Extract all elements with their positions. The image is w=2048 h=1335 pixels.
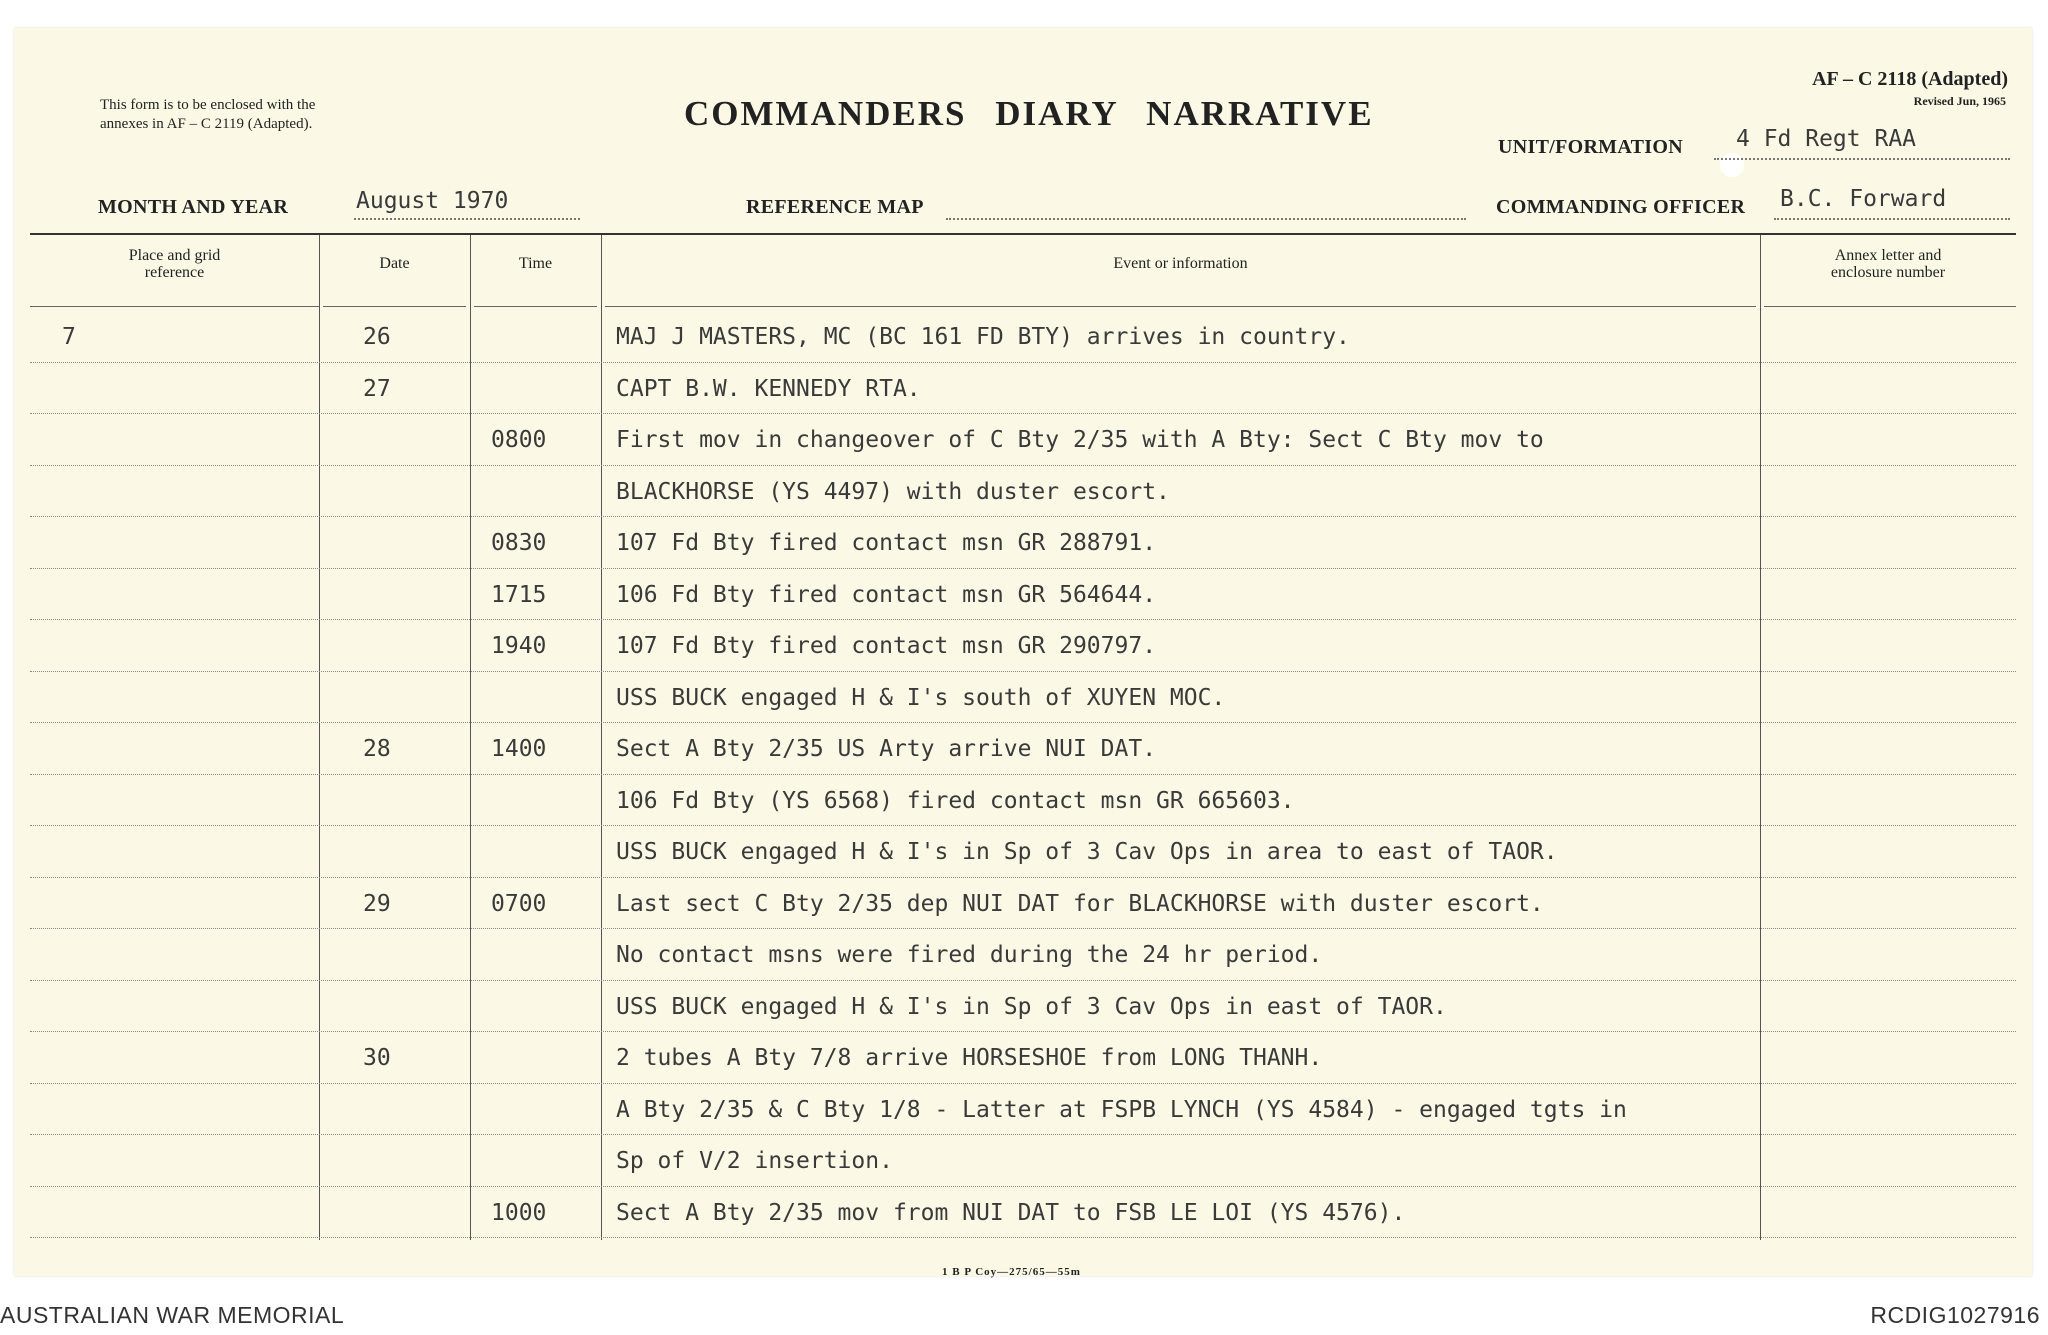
cell-event: USS BUCK engaged H & I's in Sp of 3 Cav Ops in area to east of TAOR. — [616, 839, 1558, 865]
cell-event: No contact msns were fired during the 24 hr period. — [616, 942, 1323, 968]
cell-event: USS BUCK engaged H & I's south of XUYEN MOC. — [616, 684, 1226, 711]
commanding-officer-label: COMMANDING OFFICER — [1496, 196, 1746, 218]
table-row-rule — [30, 1031, 2016, 1032]
header-place: Place and grid reference — [128, 247, 221, 281]
cell-date: 30 — [363, 1045, 391, 1071]
month-year-dotline — [354, 218, 580, 220]
column-divider — [470, 235, 471, 1240]
form-revised-date: Revised Jun, 1965 — [1913, 94, 2006, 108]
cell-event: USS BUCK engaged H & I's in Sp of 3 Cav Ops in east of TAOR. — [616, 993, 1447, 1020]
unit-value: 4 Fd Regt RAA — [1736, 126, 1917, 152]
cell-event: 107 Fd Bty fired contact msn GR 290797. — [616, 633, 1157, 659]
cell-date: 26 — [363, 324, 391, 350]
cell-event: 2 tubes A Bty 7/8 arrive HORSESHOE from LONG THANH. — [616, 1045, 1323, 1071]
cell-event: Sect A Bty 2/35 US Arty arrive NUI DAT. — [616, 736, 1157, 762]
reference-map-dotline — [946, 218, 1466, 220]
header-underline — [30, 306, 319, 307]
enclosure-note-line2: annexes in AF – C 2119 (Adapted). — [100, 116, 313, 132]
cell-event: CAPT B.W. KENNEDY RTA. — [616, 375, 921, 402]
cell-date: 27 — [363, 375, 391, 402]
cell-event: Last sect C Bty 2/35 dep NUI DAT for BLACKHORSE with duster escort. — [616, 890, 1544, 917]
table-row-rule — [30, 928, 2016, 929]
reference-map-label: REFERENCE MAP — [746, 196, 924, 218]
cell-event: Sp of V/2 insertion. — [616, 1148, 893, 1174]
header-date: Date — [379, 255, 410, 272]
table-row-rule — [30, 1134, 2016, 1135]
cell-time: 0800 — [491, 427, 547, 453]
diary-table — [30, 233, 2016, 1240]
cell-event: BLACKHORSE (YS 4497) with duster escort. — [616, 478, 1170, 505]
table-row-rule — [30, 825, 2016, 826]
cell-time: 1940 — [491, 633, 547, 659]
cell-event: First mov in changeover of C Bty 2/35 with A Bty: Sect C Bty mov to — [616, 427, 1544, 453]
month-year-value: August 1970 — [356, 188, 509, 214]
cell-place: 7 — [62, 324, 76, 350]
unit-dotline — [1714, 158, 2010, 160]
header-annex: Annex letter and enclosure number — [1830, 247, 1946, 281]
header-event: Event or information — [1113, 255, 1248, 272]
cell-time: 1000 — [491, 1199, 547, 1226]
table-row-rule — [30, 980, 2016, 981]
header-underline — [474, 306, 597, 307]
column-divider — [1760, 235, 1761, 1240]
cell-date: 29 — [363, 890, 391, 917]
header-underline — [323, 306, 466, 307]
table-row-rule — [30, 722, 2016, 723]
column-divider — [601, 235, 602, 1240]
cell-event: 106 Fd Bty (YS 6568) fired contact msn GR 665603. — [616, 787, 1295, 814]
enclosure-note-line1: This form is to be enclosed with the — [100, 97, 316, 113]
archive-institution: AUSTRALIAN WAR MEMORIAL — [0, 1302, 345, 1328]
table-row-rule — [30, 671, 2016, 672]
unit-label: UNIT/FORMATION — [1498, 136, 1683, 158]
diary-form-page — [14, 28, 2032, 1276]
printer-imprint: 1 B P Coy—275/65—55m — [942, 1266, 1081, 1278]
cell-time: 1715 — [491, 581, 547, 608]
commanding-officer-value: B.C. Forward — [1780, 186, 1947, 212]
table-row-rule — [30, 465, 2016, 466]
header-underline — [1764, 306, 2016, 307]
punch-hole — [1720, 153, 1744, 177]
table-row-rule — [30, 1186, 2016, 1187]
table-row-rule — [30, 362, 2016, 363]
column-divider — [319, 235, 320, 1240]
archive-reference: RCDIG1027916 — [1870, 1302, 2040, 1328]
table-row-rule — [30, 774, 2016, 775]
table-row-rule — [30, 619, 2016, 620]
cell-time: 0700 — [491, 890, 547, 917]
table-row-rule — [30, 1083, 2016, 1084]
month-year-label: MONTH AND YEAR — [98, 196, 289, 218]
cell-event: Sect A Bty 2/35 mov from NUI DAT to FSB LE LOI (YS 4576). — [616, 1199, 1406, 1226]
cell-event: MAJ J MASTERS, MC (BC 161 FD BTY) arrives in country. — [616, 324, 1350, 350]
enclosure-note — [100, 96, 440, 134]
cell-event: A Bty 2/35 & C Bty 1/8 - Latter at FSPB LYNCH (YS 4584) - engaged tgts in — [616, 1096, 1627, 1123]
cell-event: 106 Fd Bty fired contact msn GR 564644. — [616, 581, 1157, 608]
form-number: AF – C 2118 (Adapted) — [1812, 68, 2008, 90]
table-row-rule — [30, 413, 2016, 414]
table-row-rule — [30, 568, 2016, 569]
table-row-rule — [30, 516, 2016, 517]
commanding-officer-dotline — [1774, 218, 2010, 220]
header-time: Time — [518, 255, 553, 272]
cell-time: 0830 — [491, 530, 547, 556]
cell-date: 28 — [363, 736, 391, 762]
table-row-rule — [30, 1237, 2016, 1238]
cell-event: 107 Fd Bty fired contact msn GR 288791. — [616, 530, 1157, 556]
cell-time: 1400 — [491, 736, 547, 762]
form-title: COMMANDERS DIARY NARRATIVE — [684, 94, 1374, 133]
header-underline — [605, 306, 1756, 307]
table-row-rule — [30, 877, 2016, 878]
